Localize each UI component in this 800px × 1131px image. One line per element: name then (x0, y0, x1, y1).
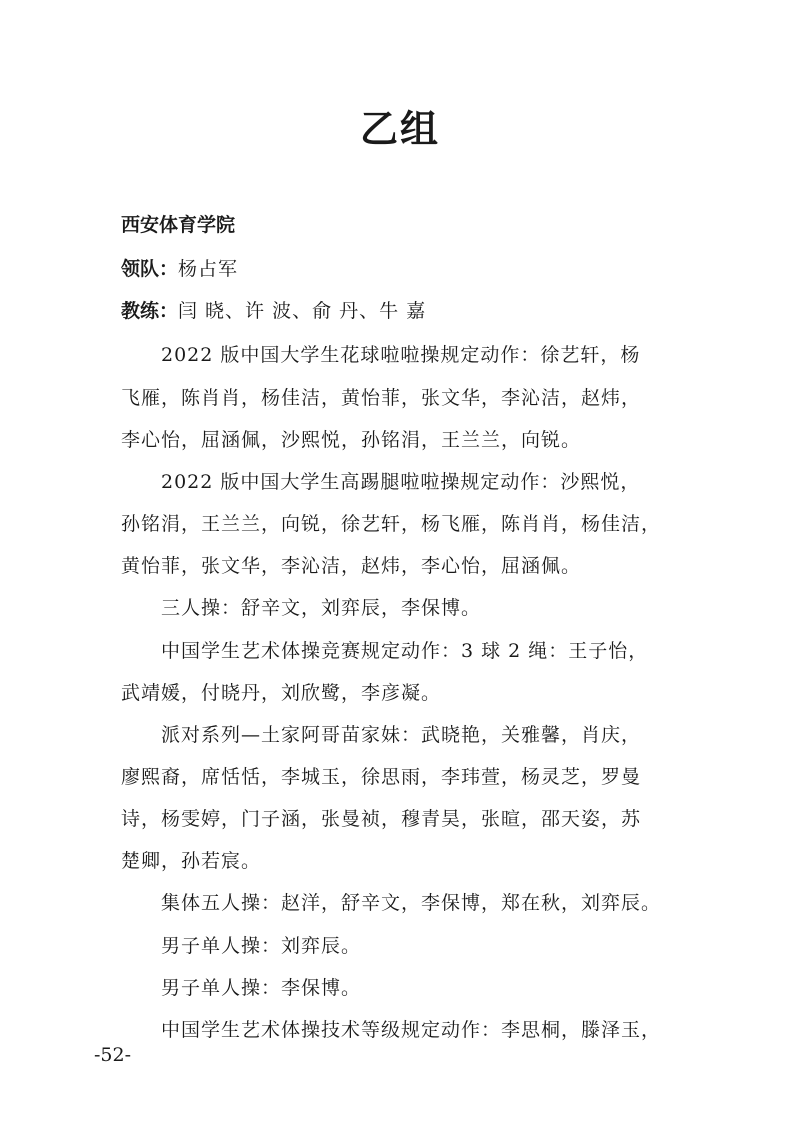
body-line: 三人操：舒辛文，刘弈辰，李保博。 (161, 597, 482, 619)
body-line: 孙铭涓，王兰兰，向锐，徐艺轩，杨飞雁，陈肖肖，杨佳洁， (121, 513, 662, 535)
page-number: -52- (94, 1044, 132, 1066)
coach-value: 闫 晓、许 波、俞 丹、牛 嘉 (178, 300, 427, 322)
body-line: 黄怡菲，张文华，李沁洁，赵炜，李心怡，屈涵佩。 (121, 555, 582, 577)
leader-label: 领队： (121, 258, 179, 280)
body-line: 李心怡，屈涵佩，沙熙悦，孙铭涓，王兰兰，向锐。 (121, 429, 582, 451)
page-title: 乙组 (359, 107, 440, 151)
body-line: 派对系列—土家阿哥苗家妹：武晓艳，关雅馨，肖庆， (161, 724, 642, 746)
leader-value: 杨占军 (178, 258, 239, 280)
body-line: 诗，杨雯婷，门子涵，张曼祯，穆青昊，张暄，邵天姿，苏 (121, 808, 642, 830)
coach-label: 教练： (121, 300, 179, 322)
body-line: 男子单人操：刘弈辰。 (161, 935, 362, 957)
body-line: 飞雁，陈肖肖，杨佳洁，黄怡菲，张文华，李沁洁，赵炜， (121, 387, 642, 409)
body-line: 集体五人操：赵洋，舒辛文，李保博，郑在秋，刘弈辰。 (161, 892, 662, 914)
coach-line (121, 296, 426, 323)
body-line: 武靖媛，付晓丹，刘欣鹭，李彦凝。 (121, 682, 442, 704)
leader-line (121, 254, 238, 281)
organization-name: 西安体育学院 (121, 214, 236, 236)
body-line: 2022 版中国大学生高踢腿啦啦操规定动作：沙熙悦， (161, 471, 641, 493)
body-line: 廖熙裔，席恬恬，李城玉，徐思雨，李玮萱，杨灵芝，罗曼 (121, 766, 642, 788)
body-line: 中国学生艺术体操技术等级规定动作：李思桐，滕泽玉， (161, 1019, 662, 1041)
body-line: 男子单人操：李保博。 (161, 977, 362, 999)
body-line: 2022 版中国大学生花球啦啦操规定动作：徐艺轩，杨 (161, 344, 641, 366)
body-line: 中国学生艺术体操竞赛规定动作：3 球 2 绳：王子怡， (161, 640, 649, 662)
body-line: 楚卿，孙若宸。 (121, 850, 262, 872)
